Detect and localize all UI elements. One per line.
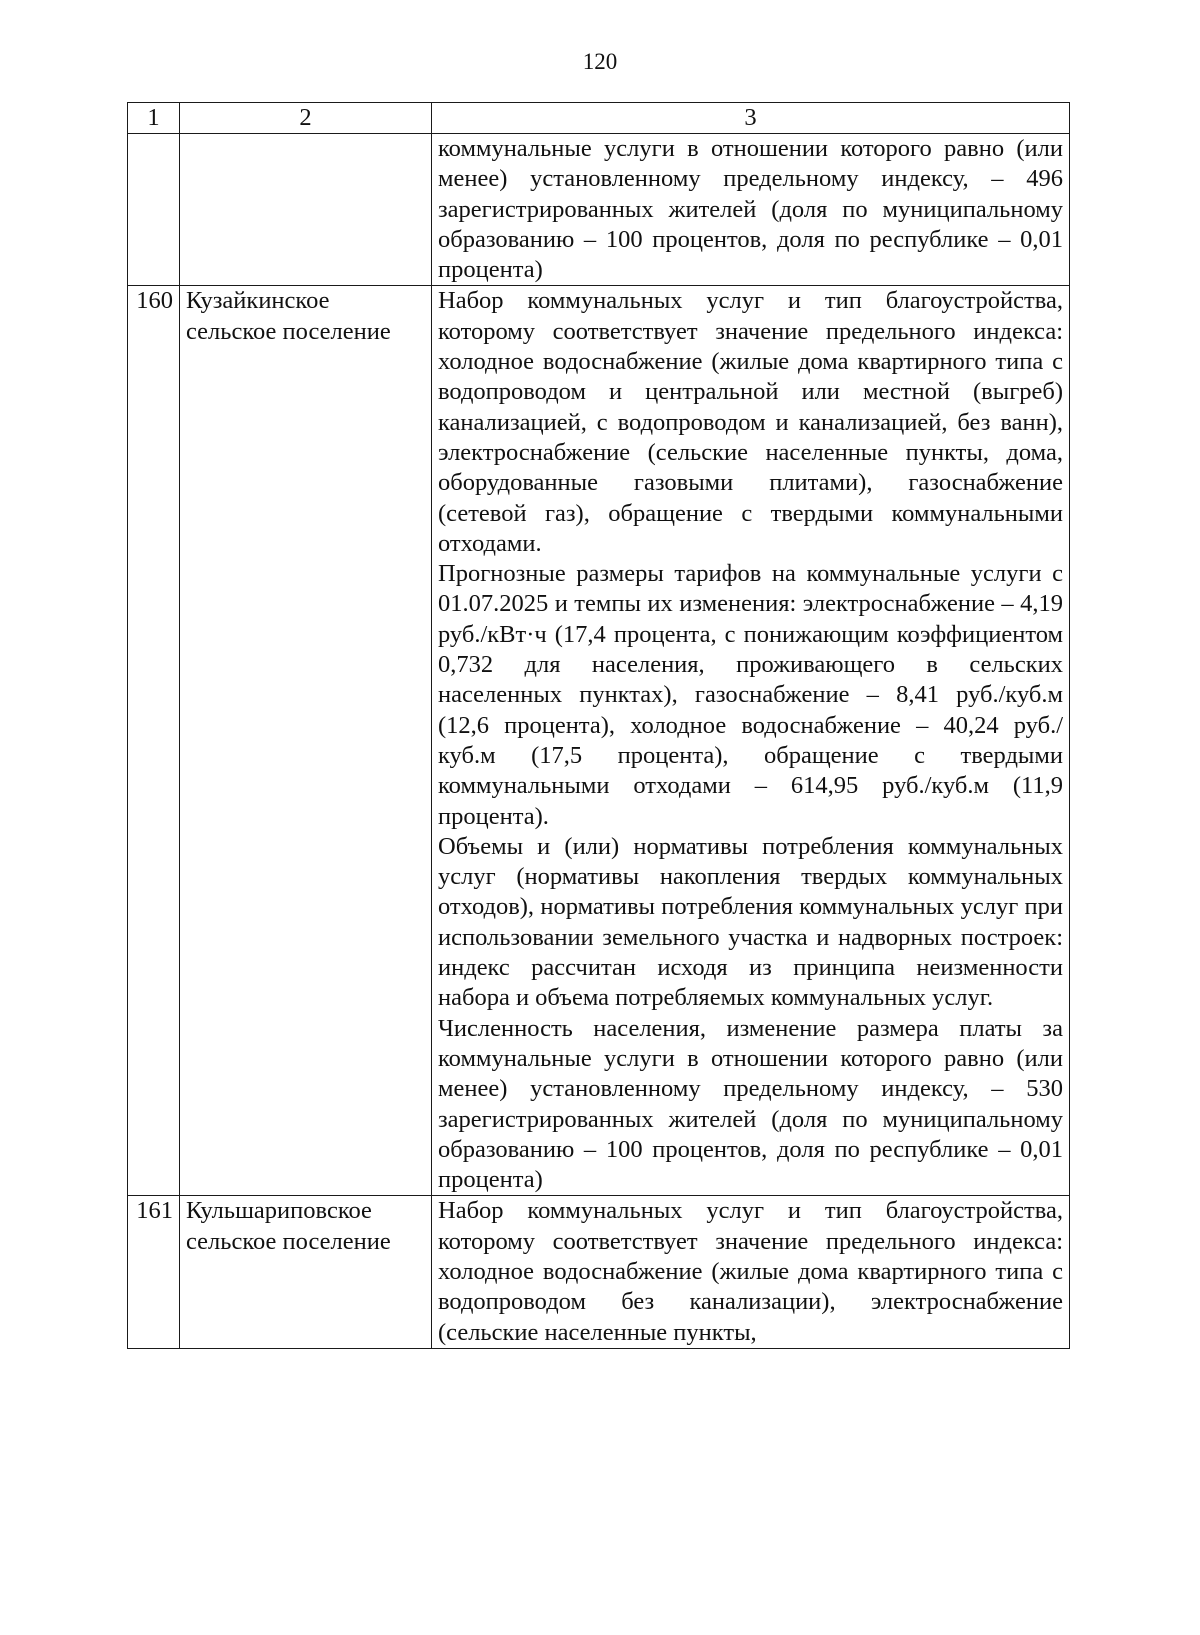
header-cell-1: 1 [128, 103, 180, 134]
description-cell [432, 1196, 1070, 1348]
row-number: 161 [128, 1196, 180, 1348]
description-paragraph: коммунальные услуги в отношении которого равно (или менее) установленному предельному индексу, – 496 зарегистрированных жителей (доля по муниципальному образованию – 100 процентов, доля по республике – 0,01 процента) [438, 135, 1063, 284]
tariff-table [127, 102, 1070, 1349]
table-row [128, 1196, 1070, 1348]
description-paragraph: Объемы и (или) нормативы потребления коммунальных услуг (нормативы накопления твердых коммунальных отходов), нормативы потребления коммунальных услуг при использовании земельного участка и надворных построек: индекс рассчитан исходя из принципа неизменности набора и объема потребляемых коммунальных услуг. [438, 832, 1063, 1012]
header-cell-3: 3 [432, 103, 1070, 134]
settlement-name: Кузайкинское сельское поселение [180, 286, 432, 1196]
description-cell [432, 134, 1070, 286]
header-cell-2: 2 [180, 103, 432, 134]
settlement-name: Кульшариповское сельское поселение [180, 1196, 432, 1348]
description-paragraph: Набор коммунальных услуг и тип благоустройства, которому соответствует значение предельного индекса: холодное водоснабжение (жилые дома квартирного типа с водопроводом и центральной или местной (выгреб) канализацией, с водопроводом и канализацией, без ванн), электроснабжение (сельские населенные пункты, дома, оборудованные газовыми плитами), газоснабжение (сетевой газ), обращение с твердыми коммунальными отходами. [438, 287, 1063, 557]
description-paragraph: Численность населения, изменение размера платы за коммунальные услуги в отношении которого равно (или менее) установленному предельному индексу, – 530 зарегистрированных жителей (доля по муниципальному образованию – 100 процентов, доля по республике – 0,01 процента) [438, 1014, 1063, 1194]
table-header-row [128, 103, 1070, 134]
row-number [128, 134, 180, 286]
description-paragraph: Набор коммунальных услуг и тип благоустройства, которому соответствует значение предельного индекса: холодное водоснабжение (жилые дома квартирного типа с водопроводом без канализации), электроснабжение (сельские населенные пункты, [438, 1197, 1063, 1346]
table-row [128, 134, 1070, 286]
settlement-name [180, 134, 432, 286]
page-number: 120 [582, 49, 618, 74]
row-number: 160 [128, 286, 180, 1196]
table-row [128, 286, 1070, 1196]
description-cell [432, 286, 1070, 1196]
description-paragraph: Прогнозные размеры тарифов на коммунальные услуги с 01.07.2025 и темпы их изменения: электроснабжение – 4,19 руб./кВт·ч (17,4 процента, с понижающим коэффициентом 0,732 для населения, проживающего в сельских населенных пунктах), газоснабжение – 8,41 руб./куб.м (12,6 процента), холодное водоснабжение – 40,24 руб./куб.м (17,5 процента), обращение с твердыми коммунальными отходами – 614,95 руб./куб.м (11,9 процента). [438, 560, 1063, 830]
